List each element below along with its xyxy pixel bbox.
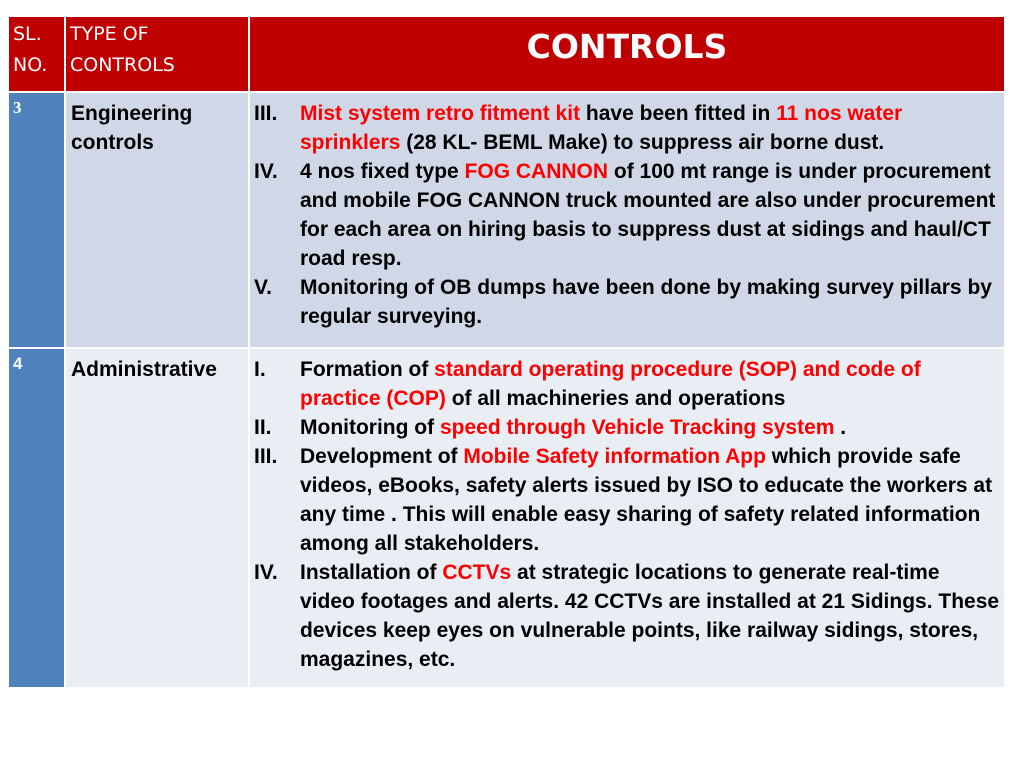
list-item	[254, 355, 1000, 413]
row-number-cell	[9, 93, 66, 349]
control-type-cell	[66, 93, 250, 349]
item-text-part: (28 KL- BEML Make) to suppress air borne dust.	[400, 131, 885, 154]
sl-no-header: SL. NO.	[9, 17, 66, 93]
list-item	[254, 157, 1000, 273]
highlighted-text: Mist system retro fitment kit	[300, 102, 581, 125]
item-marker: V.	[254, 276, 272, 299]
highlighted-text: CCTVs	[442, 561, 512, 584]
controls-header: CONTROLS	[250, 17, 1006, 93]
item-text-part: .	[834, 416, 847, 439]
row-number: 3	[13, 98, 22, 117]
item-marker: III.	[254, 445, 278, 468]
item-text-part: Formation of	[300, 358, 435, 381]
item-text	[300, 273, 1000, 331]
controls-list	[250, 93, 1004, 331]
highlighted-text: standard operating procedure (SOP) and code of practice (COP)	[300, 358, 921, 410]
highlighted-text: speed through Vehicle Tracking system	[439, 416, 835, 439]
item-text	[300, 355, 1000, 413]
item-marker: IV.	[254, 561, 278, 584]
control-type: Administrative	[71, 358, 217, 381]
list-item	[254, 99, 1000, 157]
item-text-part: 4 nos fixed type	[300, 160, 465, 183]
controls-cell	[250, 93, 1006, 349]
item-marker: IV.	[254, 160, 278, 183]
item-text	[300, 558, 1000, 674]
item-text-part: of 100 mt range is under procurement and mobile FOG CANNON truck mounted are also under procurement for each area on hiring basis to suppress dust at sidings and haul/CT road resp.	[300, 160, 996, 270]
controls-cell	[250, 349, 1006, 687]
highlighted-text: 11 nos water sprinklers	[300, 102, 903, 154]
item-marker: II.	[254, 416, 272, 439]
controls-table	[9, 17, 1006, 687]
type-of-controls-header: TYPE OF CONTROLS	[66, 17, 250, 93]
list-item	[254, 558, 1000, 674]
table-row	[9, 349, 1006, 687]
list-item	[254, 442, 1000, 558]
item-text-part: Monitoring of	[300, 416, 440, 439]
table-row	[9, 93, 1006, 349]
list-item	[254, 273, 1000, 331]
highlighted-text: Mobile Safety information App	[463, 445, 766, 468]
control-type-cell	[66, 349, 250, 687]
item-text	[300, 442, 1000, 558]
item-text	[300, 157, 1000, 273]
highlighted-text: FOG CANNON	[464, 160, 609, 183]
item-text-part: Installation of	[300, 561, 443, 584]
control-type: Engineering controls	[71, 102, 193, 154]
item-marker: I.	[254, 358, 266, 381]
list-item	[254, 413, 1000, 442]
item-text-part: at strategic locations to generate real-time video footages and alerts. 42 CCTVs are installed at 21 Sidings. These devices keep eyes on vulnerable points, like railway sidings, stores, magazines, etc.	[300, 561, 1000, 671]
item-marker: III.	[254, 102, 278, 125]
item-text-part: Monitoring of OB dumps have been done by making survey pillars by regular surveying.	[300, 276, 992, 328]
item-text-part: which provide safe videos, eBooks, safety alerts issued by ISO to educate the workers at any time . This will enable easy sharing of safety related information among all stakeholders.	[300, 445, 993, 555]
controls-list	[250, 349, 1004, 674]
row-number-cell	[9, 349, 66, 687]
item-text-part: have been fitted in	[580, 102, 777, 125]
item-text-part: Development of	[300, 445, 464, 468]
item-text	[300, 413, 1000, 442]
table-header-row	[9, 17, 1006, 93]
item-text	[300, 99, 1000, 157]
row-number: 4	[13, 354, 23, 373]
item-text-part: of all machineries and operations	[445, 387, 786, 410]
